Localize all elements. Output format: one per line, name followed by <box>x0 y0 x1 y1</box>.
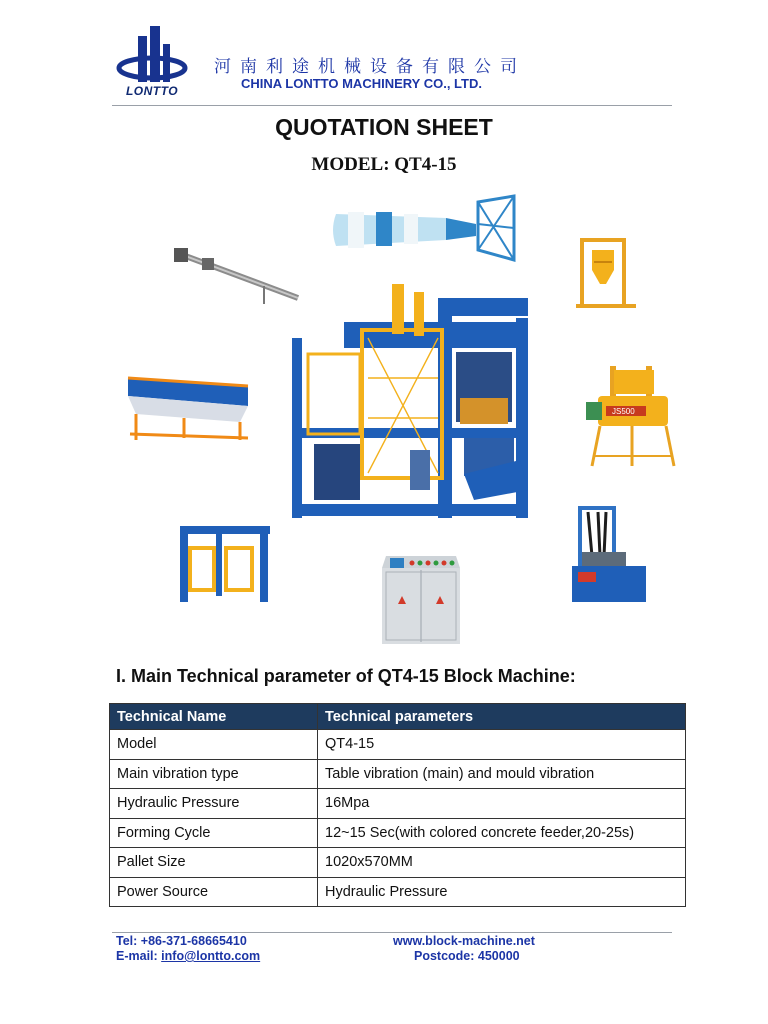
control-cabinet-image <box>378 552 464 646</box>
table-cell: 16Mpa <box>318 789 686 819</box>
table-cell: Forming Cycle <box>110 818 318 848</box>
hydraulic-station-image <box>570 502 648 604</box>
table-cell: QT4-15 <box>318 730 686 760</box>
phone-label: Tel: <box>116 934 138 948</box>
screw-conveyor-image <box>172 244 304 306</box>
table-cell: Hydraulic Pressure <box>110 789 318 819</box>
table-row <box>110 759 686 789</box>
table-cell: Pallet Size <box>110 848 318 878</box>
mixer-model-label: JS500 <box>612 407 635 416</box>
model-subtitle: MODEL: QT4-15 <box>311 154 457 175</box>
footer-website: www.block-machine.net <box>393 934 535 948</box>
table-header-row <box>110 704 686 730</box>
table-row <box>110 877 686 907</box>
cement-silo-image <box>328 194 516 264</box>
logo-wordmark: LONTTO <box>125 84 179 98</box>
table-row <box>110 730 686 760</box>
footer-postcode: Postcode: 450000 <box>414 949 520 963</box>
table-cell: Table vibration (main) and mould vibration <box>318 759 686 789</box>
table-cell: Hydraulic Pressure <box>318 877 686 907</box>
email-link[interactable]: info@lontto.com <box>161 949 261 963</box>
email-label: E-mail: <box>116 949 158 963</box>
footer-divider <box>112 932 672 933</box>
company-name-english: CHINA LONTTO MACHINERY CO., LTD. <box>241 76 482 91</box>
header-divider <box>112 105 672 106</box>
table-row <box>110 818 686 848</box>
qt4-15-block-machine-image <box>288 278 532 526</box>
concrete-mixer-image <box>584 362 680 468</box>
table-row <box>110 789 686 819</box>
table-cell: 12~15 Sec(with colored concrete feeder,20-25s) <box>318 818 686 848</box>
technical-parameters-table <box>109 703 686 907</box>
stacker-image <box>176 520 274 604</box>
company-name-chinese: 河南利途机械设备有限公司 <box>214 57 526 77</box>
phone-number: +86-371-68665410 <box>140 934 247 948</box>
table-cell: Power Source <box>110 877 318 907</box>
batching-machine-image <box>124 370 252 442</box>
footer-phone <box>116 934 247 948</box>
column-header: Technical Name <box>110 704 318 730</box>
table-cell: Main vibration type <box>110 759 318 789</box>
page-title: QUOTATION SHEET <box>275 114 493 140</box>
table-cell: Model <box>110 730 318 760</box>
table-cell: 1020x570MM <box>318 848 686 878</box>
footer-email <box>116 949 260 963</box>
weighing-hopper-image <box>574 232 638 312</box>
table-row <box>110 848 686 878</box>
section-heading: I. Main Technical parameter of QT4-15 Block Machine: <box>116 666 576 686</box>
column-header: Technical parameters <box>318 704 686 730</box>
